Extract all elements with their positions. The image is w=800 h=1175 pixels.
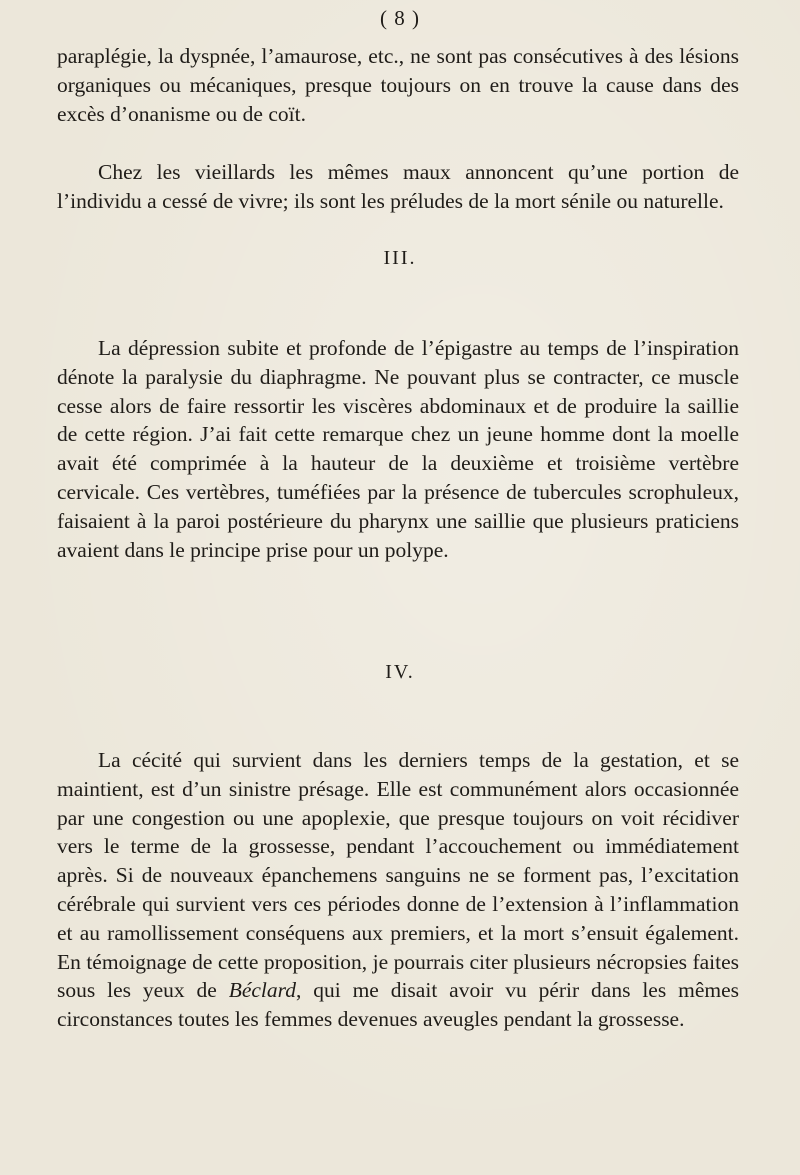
- paragraph-text: paraplégie, la dyspnée, l’amaurose, etc., ne sont pas consécutives à des lésions organiques ou mécaniques, presque toujours on en trouve la cause dans des excès d’onanisme ou de coït.: [57, 44, 739, 126]
- section-heading-iii: III.: [383, 247, 417, 269]
- paragraph-text: La dépression subite et profonde de l’épigastre au temps de l’inspiration dénote la paralysie du diaphragme. Ne pouvant plus se contracter, ce muscle cesse alors de faire ressortir les viscères abdominaux et de produire la saillie de cette région. J’ai fait cette remarque chez un jeune homme dont la moelle avait été comprimée à la hauteur de la deuxième et troisième vertèbre cervicale. Ces vertèbres, tuméfiées par la présence de tubercules scrophuleux, faisaient à la paroi postérieure du pharynx une saillie que plusieurs praticiens avaient dans le principe prise pour un polype.: [57, 336, 739, 562]
- paragraph-elderly: [57, 158, 739, 216]
- page-number: ( 8 ): [380, 6, 420, 30]
- paragraph-cecite: [57, 746, 739, 1034]
- paragraph-text: [57, 746, 739, 1034]
- paragraph-text-part: La cécité qui survient dans les derniers temps de la gestation, et se maintient, est d’un sinistre présage. Elle est communément alors occasionnée par une congestion ou une apoplexie, que presque toujours on voit récidiver vers le terme de la grossesse, pendant l’accouchement ou immédiatement après. Si de nouveaux épanchemens sanguins ne se forment pas, l’excitation cérébrale qui survient vers ces périodes donne de l’extension à l’inflammation et au ramollissement conséquens aux premiers, et la mort s’ensuit également. En témoignage de cette proposition, je pourrais citer plusieurs nécropsies faites sous les yeux de: [57, 748, 739, 1003]
- paragraph-text-part: , qui me disait avoir vu périr dans les mêmes circonstances toutes les femmes devenues aveugles pendant la grossesse.: [57, 978, 739, 1032]
- section-heading-iv: IV.: [385, 661, 415, 683]
- paragraph-continuation: [57, 42, 739, 128]
- paragraph-epigastre: [57, 334, 739, 564]
- author-name: Béclard: [228, 978, 296, 1003]
- paragraph-text: Chez les vieillards les mêmes maux annoncent qu’une portion de l’individu a cessé de vivre; ils sont les préludes de la mort sénile ou naturelle.: [57, 160, 739, 213]
